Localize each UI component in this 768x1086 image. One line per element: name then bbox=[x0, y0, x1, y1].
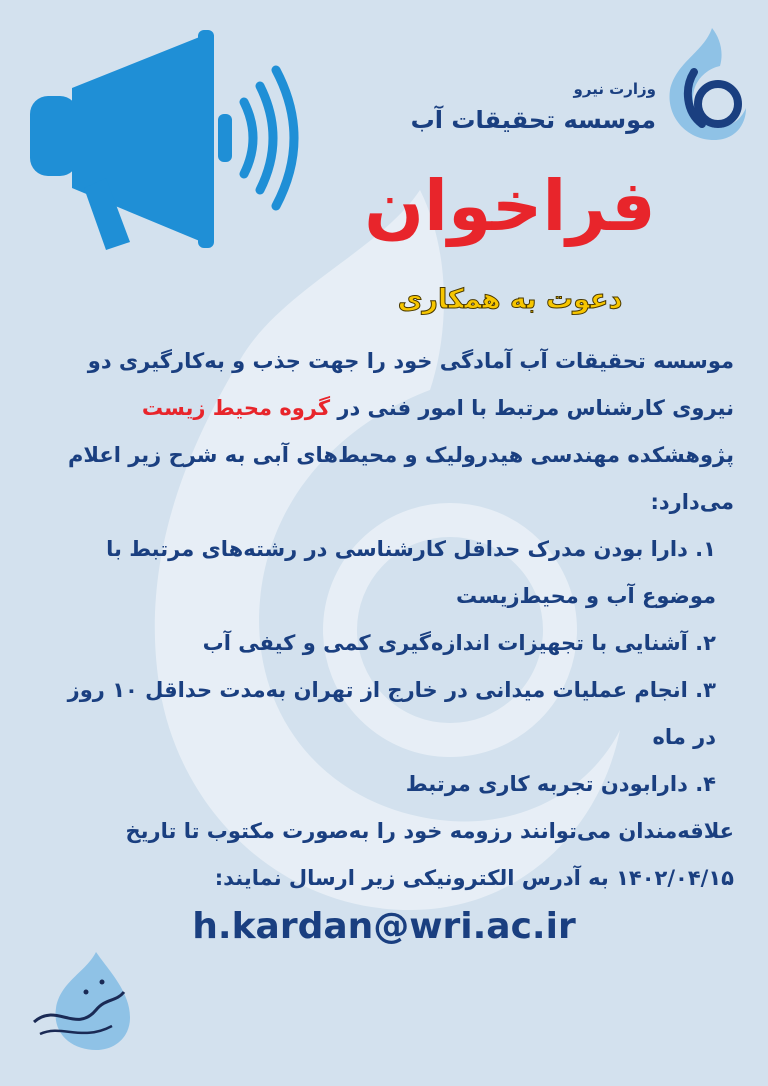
requirement-item: ۲. آشنایی با تجهیزات اندازه‌گیری کمی و کیفی آب bbox=[202, 631, 716, 655]
announcement-body bbox=[38, 338, 734, 902]
intro-text-1: موسسه تحقیقات آب آمادگی خود را جهت جذب و به‌کارگیری دو نیروی کارشناس مرتبط با امور فنی در bbox=[87, 349, 734, 420]
closing-paragraph: علاقه‌مندان می‌توانند رزومه خود را به‌صورت مکتوب تا تاریخ ۱۴۰۲/۰۴/۱۵ به آدرس الکترونیکی زیر ارسال نمایند: bbox=[125, 819, 734, 890]
subheadline: دعوت به همکاری bbox=[397, 284, 623, 315]
ministry-name: وزارت نیرو bbox=[573, 80, 656, 98]
headline: فراخوان bbox=[364, 165, 656, 247]
public-relations-logo bbox=[26, 952, 136, 1052]
institute-name: موسسه تحقیقات آب bbox=[410, 106, 656, 134]
intro-highlight: گروه محیط زیست bbox=[141, 396, 331, 420]
requirement-item: ۳. انجام عملیات میدانی در خارج از تهران به‌مدت حداقل ۱۰ روز در ماه bbox=[67, 678, 716, 749]
megaphone-icon bbox=[22, 28, 322, 258]
requirement-item: ۱. دارا بودن مدرک حداقل کارشناسی در رشته‌های مرتبط با موضوع آب و محیط‌زیست bbox=[106, 537, 716, 608]
intro-text-2: پژوهشکده مهندسی هیدرولیک و محیط‌های آبی به شرح زیر اعلام می‌دارد: bbox=[68, 443, 734, 514]
contact-email[interactable]: h.kardan@wri.ac.ir bbox=[192, 906, 576, 947]
intro-paragraph bbox=[38, 338, 734, 526]
institute-logo bbox=[664, 28, 748, 144]
requirement-item: ۴. دارابودن تجربه کاری مرتبط bbox=[405, 772, 716, 796]
